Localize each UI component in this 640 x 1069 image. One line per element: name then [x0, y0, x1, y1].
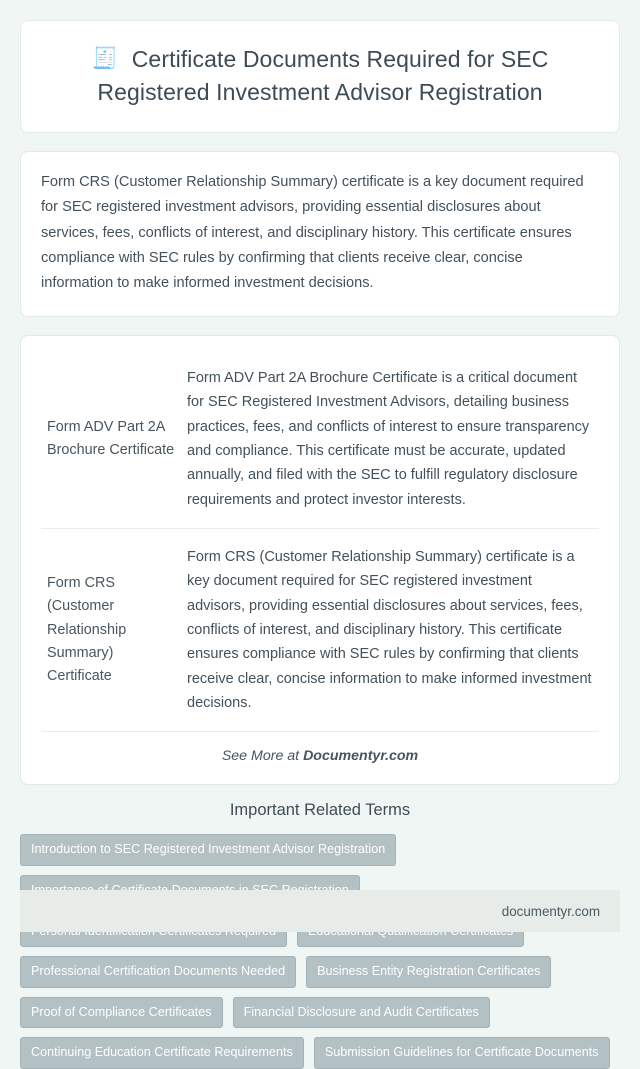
title-row: [49, 43, 591, 108]
title-card: [20, 20, 620, 133]
summary-text: Form CRS (Customer Relationship Summary) certificate is a key document required for SEC registered investment advisors, providing essential disclosures about services, fees, conflicts of interest, and disciplinary history. This certificate ensures compliance with SEC rules by confirming that clients receive clear, concise information to make informed investment decisions.: [41, 174, 584, 291]
page-title: Certificate Documents Required for SEC Registered Investment Advisor Registration: [97, 46, 549, 105]
footer-site-label: documentyr.com: [501, 903, 600, 919]
table-cell-description: Form ADV Part 2A Brochure Certificate is a critical document for SEC Registered Investment Advisors, detailing business practices, fees, and conflicts of interest to ensure transparency and compliance. This certificate must be accurate, updated annually, and filed with the SEC to fulfill regulatory disclosure requirements and protect investor interests.: [181, 350, 599, 529]
table-cell-term: Form CRS (Customer Relationship Summary) Certificate: [41, 528, 181, 732]
summary-card: [20, 151, 620, 316]
see-more-prefix: See More at: [221, 748, 304, 765]
documents-table-body: [41, 350, 599, 732]
related-term-chip[interactable]: Submission Guidelines for Certificate Documents: [314, 1037, 610, 1069]
documents-table-card: [20, 335, 620, 786]
see-more-brand[interactable]: Documentyr.com: [303, 748, 419, 765]
receipt-document-icon: 🧾: [91, 47, 118, 70]
related-term-chip[interactable]: Proof of Compliance Certificates: [20, 997, 223, 1029]
related-terms-list: [20, 834, 620, 1069]
table-cell-term: Form ADV Part 2A Brochure Certificate: [41, 350, 181, 529]
related-term-chip[interactable]: Introduction to SEC Registered Investment Advisor Registration: [20, 834, 396, 866]
see-more-line: [41, 732, 599, 770]
related-term-chip[interactable]: Continuing Education Certificate Requirements: [20, 1037, 304, 1069]
footer-bar: [20, 890, 620, 932]
related-terms-heading: Important Related Terms: [229, 801, 411, 820]
table-cell-description: Form CRS (Customer Relationship Summary) certificate is a key document required for SEC registered investment advisors, providing essential disclosures about services, fees, conflicts of interest, and disciplinary history. This certificate ensures compliance with SEC rules by confirming that clients receive clear, concise information to make informed investment decisions.: [181, 528, 599, 732]
related-term-chip[interactable]: Professional Certification Documents Needed: [20, 956, 296, 988]
related-term-chip[interactable]: Financial Disclosure and Audit Certificates: [233, 997, 490, 1029]
table-row: [41, 528, 599, 732]
related-term-chip[interactable]: Business Entity Registration Certificates: [306, 956, 551, 988]
documents-table: [41, 350, 599, 733]
table-row: [41, 350, 599, 529]
